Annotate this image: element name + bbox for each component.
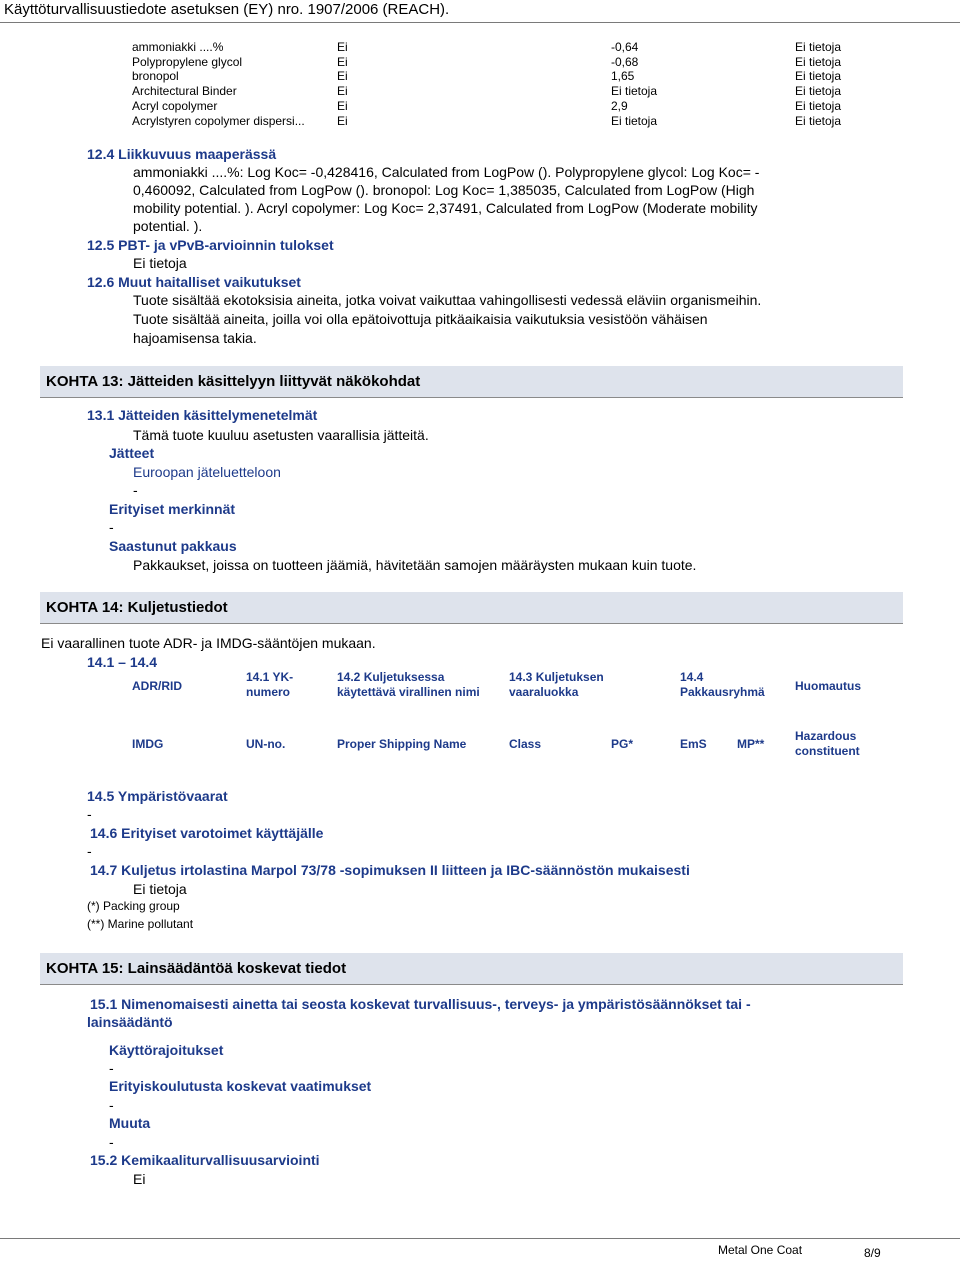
dash-text: - (87, 806, 92, 822)
table-cell-logpow: Ei tietoja (611, 84, 658, 98)
table-cell-substance: Polypropylene glycol (132, 55, 243, 69)
waste-method-text: Tämä tuote kuuluu asetusten vaarallisia jätteitä. (133, 427, 429, 443)
dash-text: - (109, 519, 114, 535)
table-cell-info: Ei tietoja (795, 69, 842, 83)
bulk-transport-text: Ei tietoja (133, 881, 187, 897)
table-cell-logpow: 1,65 (611, 69, 635, 83)
table-cell-bcf: Ei (337, 99, 348, 113)
header-line: 14.4 (680, 670, 704, 684)
adr-rid-label: ADR/RID (132, 679, 182, 693)
col-packing-group-header (680, 670, 765, 700)
table-cell-bcf: Ei (337, 40, 348, 54)
mobility-text-line: ammoniakki ....%: Log Koc= -0,428416, Calculated from LogPow (). Polypropylene glycol: Log Koc= - (133, 164, 760, 180)
table-cell-substance: Acryl copolymer (132, 99, 218, 113)
col-hazard-class-header (509, 670, 604, 700)
dash-text: - (109, 1134, 114, 1150)
section-15-1-heading-cont: lainsäädäntö (87, 1014, 173, 1030)
dash-text: - (109, 1060, 114, 1076)
imdg-label: IMDG (132, 737, 164, 751)
mobility-text-line: 0,460092, Calculated from LogPow (). bronopol: Log Koc= 1,385035, Calculated from LogPow (High (133, 182, 755, 198)
section-14-underline (40, 623, 903, 624)
table-cell-info: Ei tietoja (795, 99, 842, 113)
footer-page-number: 8/9 (864, 1246, 881, 1260)
dash-text: - (109, 1097, 114, 1113)
section-15-underline (40, 984, 903, 985)
table-cell-bcf: Ei (337, 114, 348, 128)
table-cell-info: Ei tietoja (795, 84, 842, 98)
footnote-marine-pollutant: (**) Marine pollutant (87, 917, 194, 931)
other-heading: Muuta (109, 1115, 151, 1131)
header-line: 14.1 YK- (246, 670, 294, 684)
imdg-col-un-no: UN-no. (246, 737, 286, 751)
imdg-col-class: Class (509, 737, 542, 751)
other-effects-line: hajoamisensa takia. (133, 330, 257, 346)
table-cell-substance: ammoniakki ....% (132, 40, 224, 54)
mobility-text-line: mobility potential. ). Acryl copolymer: Log Koc= 2,37491, Calculated from LogPow (Moderate mobility (133, 200, 758, 216)
section-12-6-heading: 12.6 Muut haitalliset vaikutukset (87, 274, 301, 290)
other-effects-line: Tuote sisältää aineita, joilla voi olla epätoivottuja pitkäaikaisia vaikutuksia vesistöön vähäisen (133, 311, 708, 327)
section-14-7-heading: 14.7 Kuljetus irtolastina Marpol 73/78 -sopimuksen II liitteen ja IBC-säännöstön mukaisesti (90, 862, 690, 878)
mobility-text-line: potential. ). (133, 218, 203, 234)
table-cell-info: Ei tietoja (795, 114, 842, 128)
header-line: Pakkausryhmä (680, 685, 765, 699)
packaging-text: Pakkaukset, joissa on tuotteen jäämiä, hävitetään samojen määräysten mukaan kuin tuote. (133, 557, 697, 573)
document-header-title: Käyttöturvallisuustiedote asetuksen (EY) nro. 1907/2006 (REACH). (4, 1, 450, 18)
section-13-underline (40, 397, 903, 398)
table-cell-logpow: -0,68 (611, 55, 639, 69)
col-shipping-name-header (337, 670, 480, 700)
pbt-text: Ei tietoja (133, 255, 187, 271)
contaminated-packaging-heading: Saastunut pakkaus (109, 538, 237, 554)
section-15-2-heading: 15.2 Kemikaaliturvallisuusarviointi (90, 1152, 320, 1168)
usage-restrictions-heading: Käyttörajoitukset (109, 1042, 224, 1058)
dash-text: - (133, 482, 138, 498)
table-cell-bcf: Ei (337, 69, 348, 83)
imdg-col-shipping-name: Proper Shipping Name (337, 737, 467, 751)
table-cell-logpow: -0,64 (611, 40, 639, 54)
section-15-band: KOHTA 15: Lainsäädäntöä koskevat tiedot (40, 953, 903, 984)
waste-subheading: Jätteet (109, 445, 155, 461)
header-line: käytettävä virallinen nimi (337, 685, 480, 699)
table-cell-substance: bronopol (132, 69, 179, 83)
table-cell-info: Ei tietoja (795, 40, 842, 54)
imdg-col-pg: PG* (611, 737, 634, 751)
footer-company: Metal One Coat (718, 1243, 803, 1257)
section-12-5-heading: 12.5 PBT- ja vPvB-arvioinnin tulokset (87, 237, 334, 253)
table-cell-bcf: Ei (337, 84, 348, 98)
section-14-band: KOHTA 14: Kuljetustiedot (40, 592, 903, 623)
header-divider (0, 22, 960, 23)
table-cell-bcf: Ei (337, 55, 348, 69)
other-effects-line: Tuote sisältää ekotoksisia aineita, jotka voivat vaikuttaa vahingollisesti vedessä eläviin organismeihin. (133, 292, 762, 308)
header-line: vaaraluokka (509, 685, 579, 699)
table-cell-substance: Architectural Binder (132, 84, 237, 98)
chemical-safety-assessment-text: Ei (133, 1171, 146, 1187)
table-cell-substance: Acrylstyren copolymer dispersi... (132, 114, 305, 128)
special-markings-heading: Erityiset merkinnät (109, 501, 236, 517)
training-requirements-heading: Erityiskoulutusta koskevat vaatimukset (109, 1078, 372, 1094)
header-line: 14.3 Kuljetuksen (509, 670, 604, 684)
section-13-1-heading: 13.1 Jätteiden käsittelymenetelmät (87, 407, 318, 423)
transport-intro-text: Ei vaarallinen tuote ADR- ja IMDG-sääntöjen mukaan. (41, 635, 376, 651)
imdg-col-mp: MP** (737, 737, 765, 751)
table-cell-info: Ei tietoja (795, 55, 842, 69)
table-cell-logpow: 2,9 (611, 99, 628, 113)
header-line: Hazardous (795, 729, 857, 743)
section-14-6-heading: 14.6 Erityiset varotoimet käyttäjälle (90, 825, 324, 841)
section-14-1-4-heading: 14.1 – 14.4 (87, 654, 158, 670)
section-12-4-heading: 12.4 Liikkuvuus maaperässä (87, 146, 277, 162)
section-15-1-heading: 15.1 Nimenomaisesti ainetta tai seosta koskevat turvallisuus-, terveys- ja ympäristösäännökset tai - (90, 996, 751, 1012)
footnote-packing-group: (*) Packing group (87, 899, 180, 913)
section-13-band: KOHTA 13: Jätteiden käsittelyyn liittyvät näkökohdat (40, 366, 903, 397)
dash-text: - (87, 843, 92, 859)
header-line: 14.2 Kuljetuksessa (337, 670, 445, 684)
section-14-5-heading: 14.5 Ympäristövaarat (87, 788, 228, 804)
european-waste-list-heading: Euroopan jäteluetteloon (133, 464, 281, 480)
header-line: constituent (795, 744, 860, 758)
header-line: numero (246, 685, 291, 699)
col-un-number-header (246, 670, 293, 700)
footer-divider (0, 1238, 960, 1239)
table-cell-logpow: Ei tietoja (611, 114, 658, 128)
col-remark-header: Huomautus (795, 679, 861, 693)
imdg-col-hazardous-constituent (795, 729, 860, 759)
imdg-col-ems: EmS (680, 737, 707, 751)
